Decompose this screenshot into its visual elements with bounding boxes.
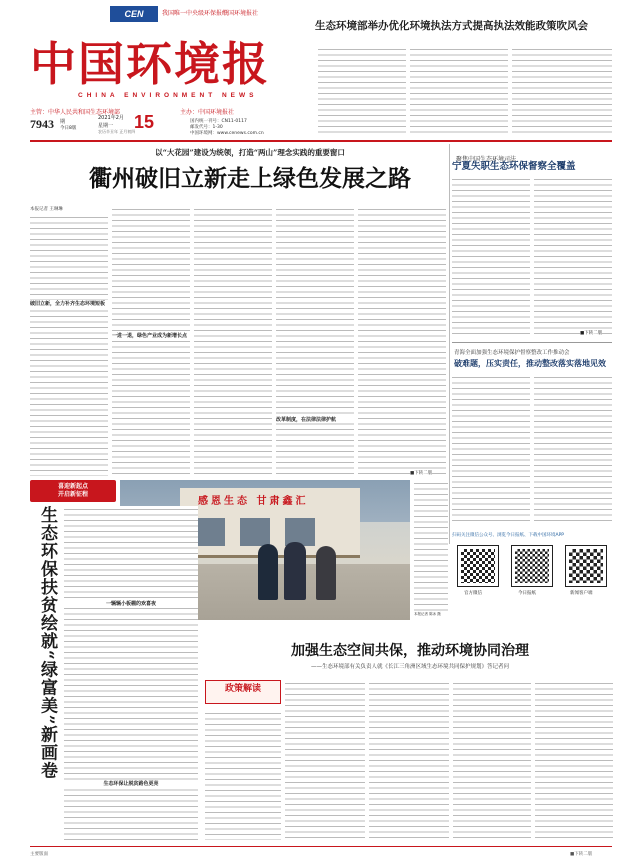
photo-sign: 感恩生态 甘肃鑫汇 xyxy=(198,496,309,507)
policy-badge-text: 政策解读 xyxy=(224,684,261,694)
date-year: 2021年2月 xyxy=(98,115,124,121)
lead-sub-1: 破旧立新，全力补齐生态环境短板 xyxy=(30,300,108,307)
right-separator xyxy=(452,342,612,343)
sponsor-line: 主管：中华人民共和国生态环境部 xyxy=(30,109,121,116)
qr-label-1: 官方微信 xyxy=(464,591,482,596)
feature-badge-text: 喜迎新起点 开启新征程 xyxy=(57,483,88,498)
lead-col-2 xyxy=(112,206,190,476)
policy-col-4 xyxy=(453,680,531,840)
side-sub-1: 一辆辆小板棚的欢喜夜 xyxy=(64,600,198,607)
top-col-1 xyxy=(318,46,406,136)
lead-continued-note: ■下转二版 xyxy=(410,471,433,476)
photo-window-1 xyxy=(195,518,225,546)
lead-sub-2: 一进一退，绿色产业成为新增长点 xyxy=(112,332,190,339)
photo-person-3 xyxy=(284,542,306,600)
photo-caption: 本报记者 陈冰 摄 xyxy=(414,612,448,617)
right-top-note: ■下转二版 xyxy=(580,331,603,336)
policy-headline: 加强生态空间共保，推动环境协同治理 xyxy=(291,643,529,659)
footer-right: ■下转二版 xyxy=(570,852,593,857)
policy-col-2 xyxy=(285,680,365,840)
side-vertical-title: 生态环保扶贫绘就“绿富美”新画卷 xyxy=(37,506,57,780)
right-top-tag-text: 聚焦中国生态环境司法 xyxy=(456,156,517,163)
cen-logo-text: CEN xyxy=(124,9,144,19)
top-banner xyxy=(315,18,615,40)
publisher-info: 主办：中国环境报社 xyxy=(180,109,235,116)
pages-count: 今日8版 xyxy=(60,126,77,131)
date-week: 星期一 xyxy=(98,123,114,129)
lead-col-4 xyxy=(276,206,354,476)
code-1: 国内统一刊号：CN11-0117 xyxy=(190,119,247,124)
right-top-col-1 xyxy=(452,176,530,336)
qr-label-2: 今日报纸 xyxy=(518,591,536,596)
top-slogan: 我国唯一中央级环保报纸 xyxy=(162,10,229,17)
feature-badge xyxy=(30,480,116,502)
masthead-rule xyxy=(30,140,612,142)
side-sub-2: 生态环保让脱贫路色更亮 xyxy=(64,780,198,787)
lead-kicker: 以“大花园”建设为统领，打造“两山”理念实践的重要窗口 xyxy=(155,148,345,157)
policy-subhead: ——生态环境部有关负责人就《长江三角洲区域生态环境共同保护规划》答记者问 xyxy=(310,664,509,670)
date-block xyxy=(98,114,178,136)
qr-prompt: 扫码关注微信公众号、浏览今日报纸、下载中国环境APP xyxy=(452,533,565,538)
right-mid-headline-1: 青海全面加强生态环境保护督察整改工作推动会 xyxy=(454,350,570,356)
code-3: 中国环境网：www.cenews.com.cn xyxy=(190,131,264,136)
lead-col-1 xyxy=(30,214,108,476)
date-day: 15 xyxy=(134,112,155,132)
footer-rule xyxy=(30,846,612,847)
lead-sub-3: 改革制度，在法律法律护航 xyxy=(276,416,354,423)
lead-col-3 xyxy=(194,206,272,476)
photo-person-2 xyxy=(258,544,278,600)
lead-headline: 衢州破旧立新走上绿色发展之路 xyxy=(89,165,411,192)
policy-col-5 xyxy=(535,680,613,840)
lead-byline: 本报记者 王琳琳 xyxy=(30,207,63,212)
qr-label-3: 新闻客户端 xyxy=(570,591,593,596)
issue-unit: 期 xyxy=(60,119,66,125)
right-mid-headline-2: 破难题，压实责任，推动整改落实落地见效 xyxy=(454,358,606,368)
policy-col-1 xyxy=(205,710,281,840)
footer-left: 主要版面 xyxy=(30,852,48,857)
newspaper-title: 中国环境报 xyxy=(30,37,270,91)
cen-logo xyxy=(110,6,158,22)
photo-caption-col xyxy=(414,480,448,620)
right-top-col-2 xyxy=(534,176,612,336)
right-top-headline: 宁夏失职生态环保督察全覆盖 xyxy=(452,161,576,172)
policy-col-3 xyxy=(369,680,449,840)
photo-person-4 xyxy=(316,546,336,600)
qr-code-3[interactable] xyxy=(566,546,606,586)
date-lunar: 农历辛丑年 正月初四 xyxy=(98,129,136,134)
qr-code-1[interactable] xyxy=(458,546,498,586)
right-mid-col-2 xyxy=(534,374,612,524)
issue-box xyxy=(30,117,90,135)
code-2: 邮发代号：1-30 xyxy=(190,125,223,130)
issue-number: 7943 xyxy=(30,117,54,131)
lead-col-5 xyxy=(358,206,446,476)
right-divider xyxy=(449,144,450,544)
top-col-3 xyxy=(512,46,612,136)
photo-window-2 xyxy=(240,518,270,546)
right-mid-col-1 xyxy=(452,374,530,524)
qr-code-2[interactable] xyxy=(512,546,552,586)
top-col-2 xyxy=(410,46,508,136)
side-col-1 xyxy=(64,506,198,840)
policy-badge xyxy=(205,680,281,704)
newspaper-pinyin: CHINA ENVIRONMENT NEWS xyxy=(78,92,258,99)
top-slogan-2: 中国环境报社 xyxy=(222,10,259,17)
top-banner-headline: 生态环境部举办优化环境执法方式提高执法效能政策吹风会 xyxy=(315,20,588,32)
qr-block xyxy=(452,532,612,624)
